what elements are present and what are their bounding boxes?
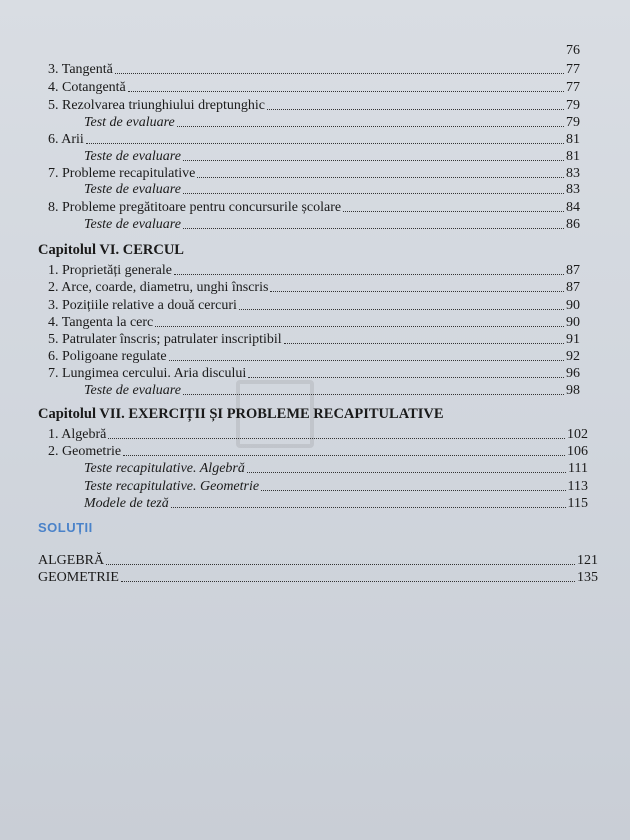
toc-label: Teste recapitulative. Geometrie: [84, 479, 260, 494]
leader-dots: [155, 326, 564, 327]
toc-row: [84, 148, 580, 165]
leader-dots: [121, 581, 575, 582]
toc-row: [48, 262, 580, 279]
toc-page: 91: [566, 332, 580, 347]
toc-page: 86: [566, 217, 580, 232]
toc-label: GEOMETRIE: [38, 570, 119, 585]
toc-row: [48, 331, 580, 348]
leader-dots: [106, 564, 575, 565]
toc-label: Teste de evaluare: [84, 149, 181, 164]
toc-row: [48, 97, 580, 114]
toc-page: 87: [566, 280, 580, 295]
toc-row: [48, 279, 580, 296]
toc-row: [38, 569, 598, 586]
toc-label: 8. Probleme pregătitoare pentru concursurile școlare: [48, 200, 342, 215]
toc-row: [48, 426, 588, 443]
toc-page: 79: [566, 115, 580, 130]
toc-row: [84, 114, 580, 131]
leader-dots: [86, 143, 564, 144]
toc-label: Modele de teză: [84, 496, 169, 511]
toc-row: [84, 181, 580, 198]
toc-row: [48, 443, 588, 460]
toc-row: [84, 216, 580, 233]
toc-row: [84, 495, 588, 512]
chapter-title: Capitolul VII. EXERCIȚII ȘI PROBLEME RECAPITULATIVE: [38, 406, 444, 422]
toc-label: 2. Geometrie: [48, 444, 122, 459]
toc-label: Teste de evaluare: [84, 217, 181, 232]
toc-page: 79: [566, 98, 580, 113]
leader-dots: [177, 126, 564, 127]
toc-row: [48, 165, 580, 182]
toc-row: [48, 297, 580, 314]
toc-label: Teste de evaluare: [84, 182, 181, 197]
toc-page: 90: [566, 298, 580, 313]
toc-page: 92: [566, 349, 580, 364]
leader-dots: [261, 490, 565, 491]
leader-dots: [239, 309, 564, 310]
toc-row: [84, 382, 580, 399]
toc-label: Teste de evaluare: [84, 383, 181, 398]
toc-page: 84: [566, 200, 580, 215]
toc-row: [48, 365, 580, 382]
leader-dots: [270, 291, 564, 292]
toc-page: 106: [567, 444, 588, 459]
toc-label: 5. Rezolvarea triunghiului dreptunghic: [48, 98, 265, 113]
toc-label: 1. Proprietăți generale: [48, 263, 173, 278]
toc-row: [38, 552, 598, 569]
leader-dots: [183, 228, 564, 229]
toc-label: 6. Arii: [48, 132, 84, 147]
toc-label: Teste recapitulative. Algebră: [84, 461, 245, 476]
toc-page: 77: [566, 80, 580, 95]
toc-row: [84, 478, 588, 495]
toc-page: 135: [577, 570, 598, 585]
leader-dots: [171, 507, 566, 508]
toc-page: 81: [566, 132, 580, 147]
toc-row: [48, 314, 580, 331]
toc-label: 2. Arce, coarde, diametru, unghi înscris: [48, 280, 269, 295]
leader-dots: [248, 377, 564, 378]
leader-dots: [343, 211, 564, 212]
leader-dots: [169, 360, 564, 361]
leader-dots: [115, 73, 564, 74]
toc-label: 5. Patrulater înscris; patrulater inscriptibil: [48, 332, 282, 347]
toc-page: 102: [567, 427, 588, 442]
toc-page: 111: [568, 461, 588, 476]
toc-page: 83: [566, 166, 580, 181]
toc-label: 1. Algebră: [48, 427, 107, 442]
toc-row: [48, 131, 580, 148]
leader-dots: [183, 193, 564, 194]
top-page-number-row: [38, 42, 580, 59]
toc-row: [84, 460, 588, 477]
toc-page: 121: [577, 553, 598, 568]
leader-dots: [108, 438, 565, 439]
toc-label: 3. Tangentă: [48, 62, 113, 77]
chapter-title: Capitolul VI. CERCUL: [38, 242, 184, 258]
toc-row: [48, 199, 580, 216]
leader-dots: [197, 177, 564, 178]
toc-page: 81: [566, 149, 580, 164]
toc-page: 115: [567, 496, 588, 511]
leader-dots: [183, 160, 564, 161]
leader-dots: [284, 343, 564, 344]
toc-row: [48, 79, 580, 96]
toc-page: 77: [566, 62, 580, 77]
leader-dots: [123, 455, 565, 456]
toc-label: 7. Lungimea cercului. Aria discului: [48, 366, 247, 381]
page-number: 76: [566, 43, 580, 58]
toc-row: [48, 348, 580, 365]
leader-dots: [267, 109, 564, 110]
leader-dots: [183, 394, 564, 395]
leader-dots: [128, 91, 564, 92]
toc-label: ALGEBRĂ: [38, 553, 105, 568]
solutii-heading: SOLUȚII: [38, 520, 93, 535]
toc-page: 113: [567, 479, 588, 494]
toc-page: 90: [566, 315, 580, 330]
toc-row: [48, 61, 580, 78]
toc-label: 7. Probleme recapitulative: [48, 166, 196, 181]
toc-page: 98: [566, 383, 580, 398]
leader-dots: [174, 274, 564, 275]
toc-label: 3. Pozițiile relative a două cercuri: [48, 298, 237, 313]
toc-page: 96: [566, 366, 580, 381]
toc-label: 6. Poligoane regulate: [48, 349, 167, 364]
toc-page: 87: [566, 263, 580, 278]
toc-label: 4. Cotangentă: [48, 80, 126, 95]
toc-label: 4. Tangenta la cerc: [48, 315, 154, 330]
toc-label: Test de evaluare: [84, 115, 175, 130]
toc-page: 83: [566, 182, 580, 197]
leader-dots: [247, 472, 566, 473]
